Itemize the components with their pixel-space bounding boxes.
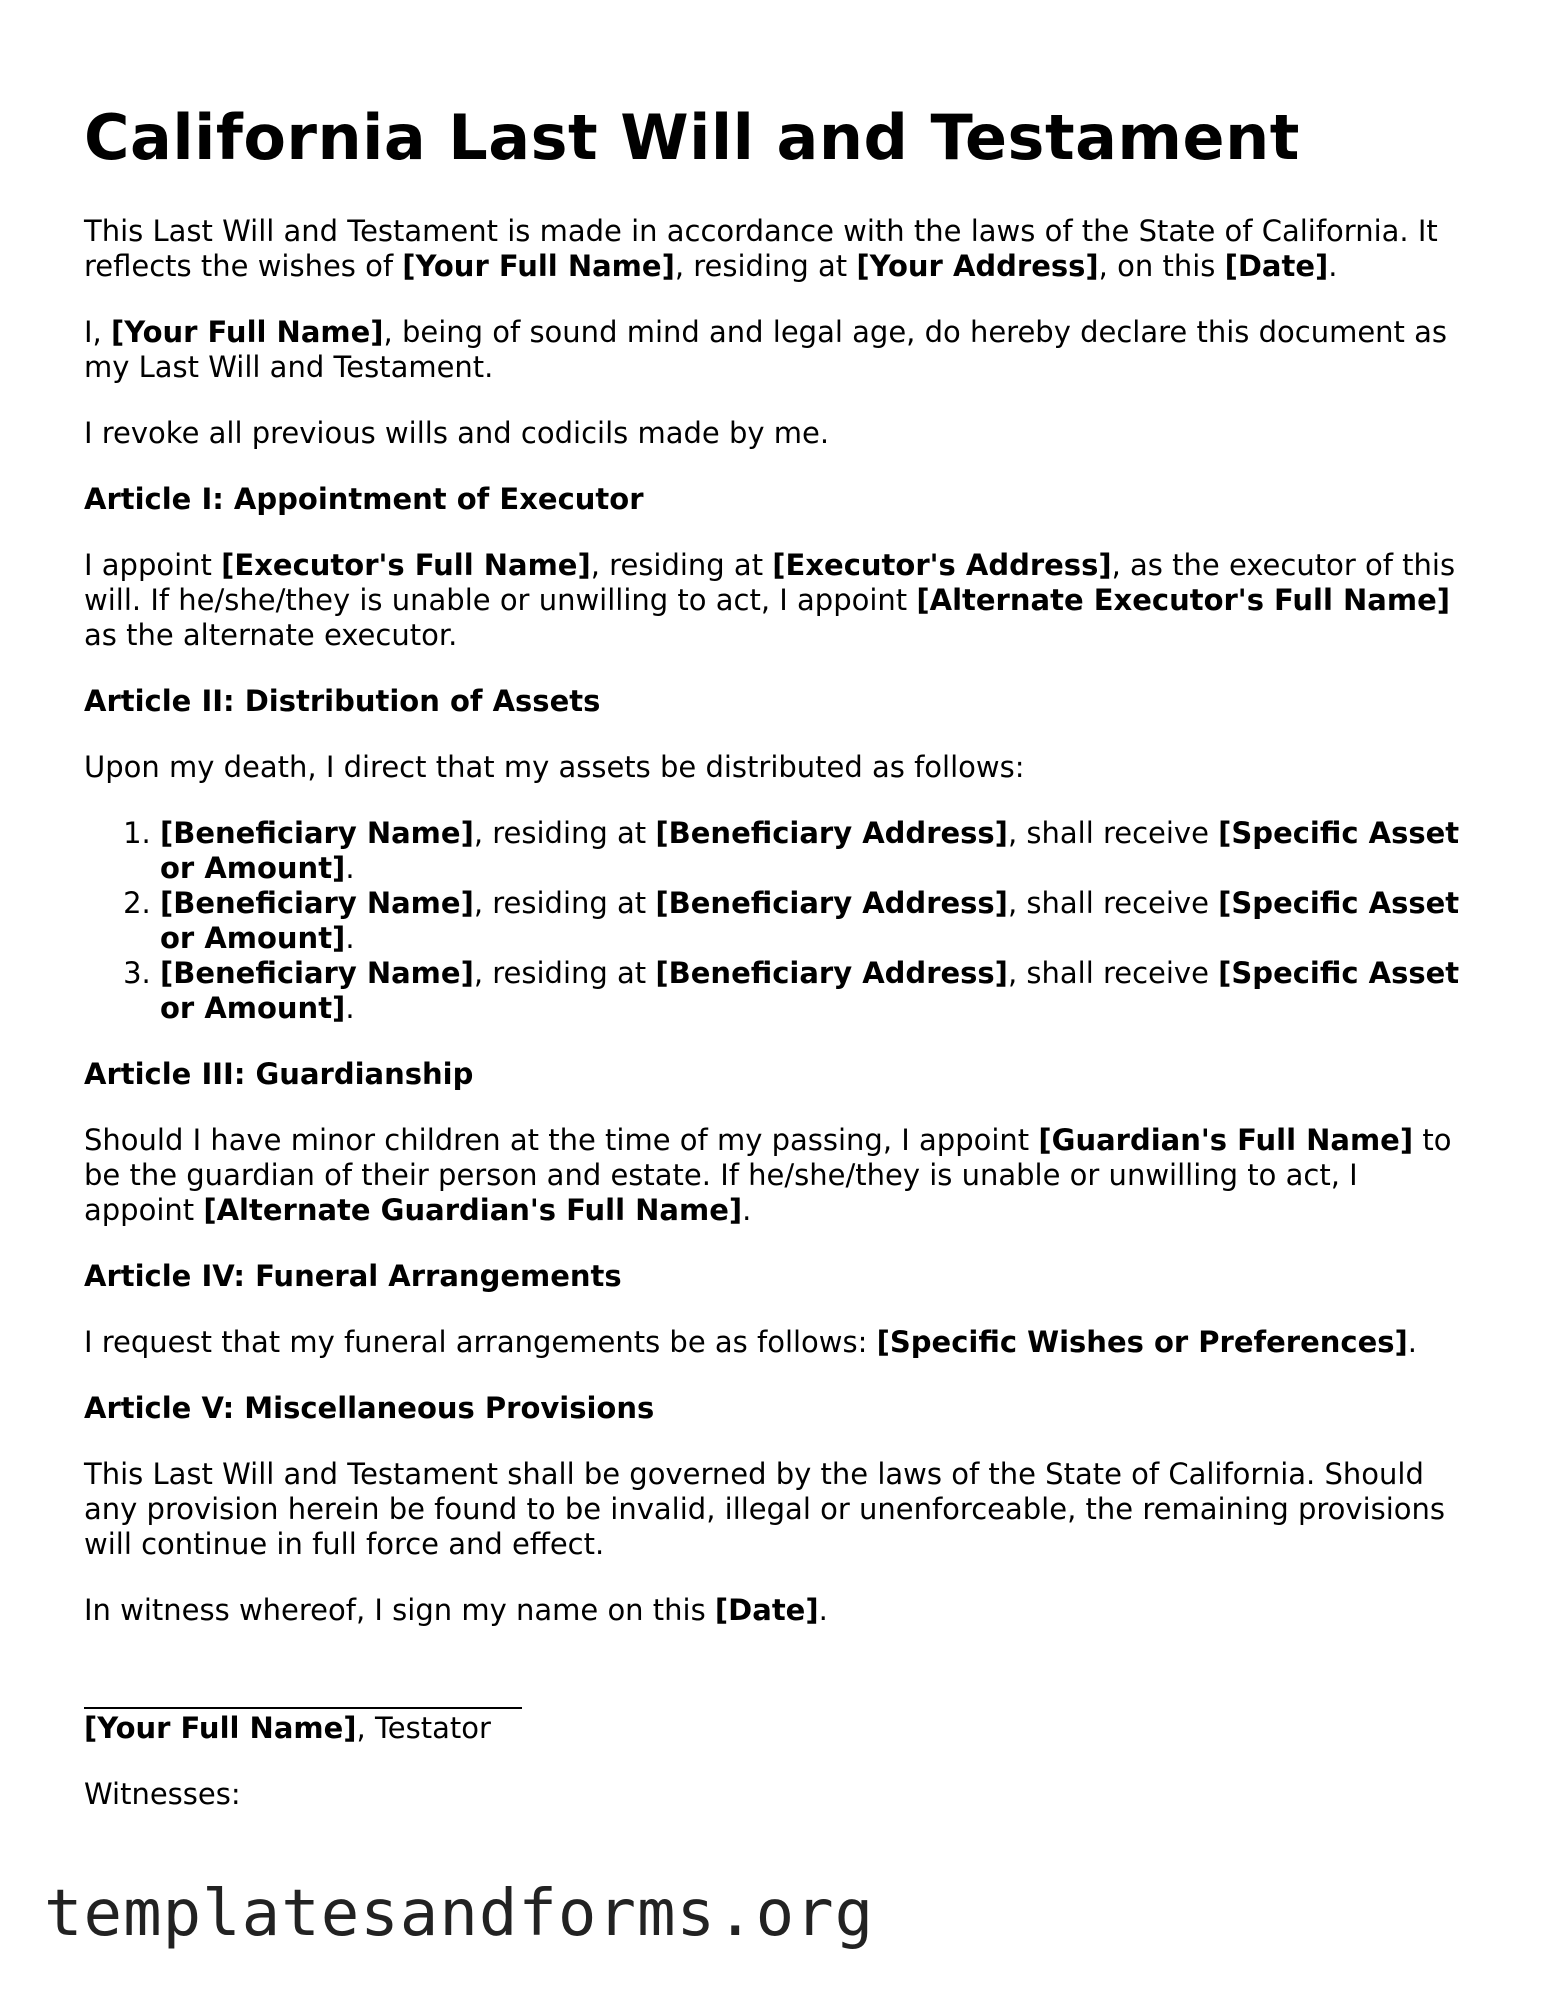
article-1-text-3: , as the executor of this will. If he/she/they is unable or unwilling to act, I appoint [84, 548, 1456, 617]
article-4-heading: Article IV: Funeral Arrangements [84, 1259, 622, 1293]
placeholder-your-full-name: [Your Full Name] [111, 315, 384, 349]
list-item-text: , shall receive [1007, 956, 1219, 990]
list-item [160, 816, 1464, 886]
placeholder-beneficiary-address: [Beneficiary Address] [655, 886, 1008, 920]
article-1-text-1: I appoint [84, 548, 222, 582]
article-1-text-2: , residing at [590, 548, 773, 582]
article-2-lead: Upon my death, I direct that my assets be distributed as follows: [84, 750, 1025, 784]
witness-clause [84, 1593, 1464, 1628]
article-1-text-4: as the alternate executor. [84, 618, 458, 652]
declaration-text-2: , being of sound mind and legal age, do hereby declare this document as my Last Will and Testament. [84, 315, 1448, 384]
article-5-heading: Article V: Miscellaneous Provisions [84, 1391, 655, 1425]
placeholder-funeral-wishes: [Specific Wishes or Preferences] [876, 1325, 1408, 1359]
signature-role: , Testator [356, 1711, 491, 1745]
placeholder-beneficiary-name: [Beneficiary Name] [160, 886, 474, 920]
list-item-text: , residing at [473, 816, 656, 850]
intro-text-1: This Last Will and Testament is made in accordance with the laws of the State of California. It reflects the wishes of [84, 214, 1438, 283]
placeholder-beneficiary-address: [Beneficiary Address] [655, 956, 1008, 990]
article-3-text-1: Should I have minor children at the time of my passing, I appoint [84, 1123, 1039, 1157]
list-item-text: , shall receive [1007, 816, 1219, 850]
article-5-paragraph: This Last Will and Testament shall be governed by the laws of the State of California. Should any provision herein be found to be invalid, illegal or unenforceable, the remaining provisions will continue in full force and effect. [84, 1457, 1446, 1561]
placeholder-date: [Date] [714, 1593, 819, 1627]
article-3-text-3: . [742, 1193, 752, 1227]
intro-text-2: , residing at [674, 249, 857, 283]
article-2-heading: Article II: Distribution of Assets [84, 684, 601, 718]
list-item-text: . [345, 921, 355, 955]
list-item-text: , shall receive [1007, 886, 1219, 920]
placeholder-your-address: [Your Address] [856, 249, 1099, 283]
article-4-text-2: . [1407, 1325, 1418, 1359]
placeholder-date: [Date] [1224, 249, 1329, 283]
witness-clause-text-2: . [818, 1593, 828, 1627]
witnesses-label: Witnesses: [84, 1777, 241, 1811]
placeholder-asset-amount: [Specific Asset or Amount] [160, 816, 1460, 885]
placeholder-executor-name: [Executor's Full Name] [221, 548, 591, 582]
placeholder-guardian-name: [Guardian's Full Name] [1038, 1123, 1414, 1157]
intro-text-4: . [1328, 249, 1338, 283]
placeholder-beneficiary-address: [Beneficiary Address] [655, 816, 1008, 850]
article-1-heading: Article I: Appointment of Executor [84, 482, 644, 516]
placeholder-asset-amount: [Specific Asset or Amount] [160, 956, 1460, 1025]
article-4-text-1: I request that my funeral arrangements be as follows: [84, 1325, 877, 1359]
signature-line [84, 1659, 522, 1709]
list-item-text: . [345, 991, 355, 1025]
list-item-text: , residing at [473, 886, 656, 920]
witness-clause-text-1: In witness whereof, I sign my name on this [84, 1593, 715, 1627]
placeholder-alternate-guardian-name: [Alternate Guardian's Full Name] [203, 1193, 743, 1227]
article-3-text-2: to be the guardian of their person and estate. If he/she/they is unable or unwilling to act, I appoint [84, 1123, 1452, 1227]
placeholder-beneficiary-name: [Beneficiary Name] [160, 816, 474, 850]
intro-text-3: , on this [1098, 249, 1225, 283]
article-4-paragraph [84, 1325, 1464, 1360]
article-3-paragraph [84, 1123, 1464, 1228]
list-item [160, 886, 1464, 956]
beneficiary-list [84, 816, 1464, 1026]
placeholder-your-full-name: [Your Full Name] [402, 249, 675, 283]
revoke-paragraph: I revoke all previous wills and codicils made by me. [84, 416, 830, 450]
declaration-text-1: I, [84, 315, 111, 349]
article-1-paragraph [84, 548, 1464, 653]
intro-paragraph [84, 214, 1464, 284]
list-item-text: . [345, 851, 355, 885]
page-title: California Last Will and Testament [84, 101, 1300, 174]
watermark: templatesandforms.org [44, 1877, 875, 1951]
article-3-heading: Article III: Guardianship [84, 1057, 474, 1091]
placeholder-your-full-name: [Your Full Name] [84, 1711, 357, 1745]
placeholder-alternate-executor-name: [Alternate Executor's Full Name] [916, 583, 1451, 617]
list-item [160, 956, 1464, 1026]
signature-caption [84, 1711, 1464, 1746]
placeholder-asset-amount: [Specific Asset or Amount] [160, 886, 1460, 955]
list-item-text: , residing at [473, 956, 656, 990]
declaration-paragraph [84, 315, 1464, 385]
placeholder-beneficiary-name: [Beneficiary Name] [160, 956, 474, 990]
placeholder-executor-address: [Executor's Address] [772, 548, 1112, 582]
document-body [84, 100, 1464, 1812]
